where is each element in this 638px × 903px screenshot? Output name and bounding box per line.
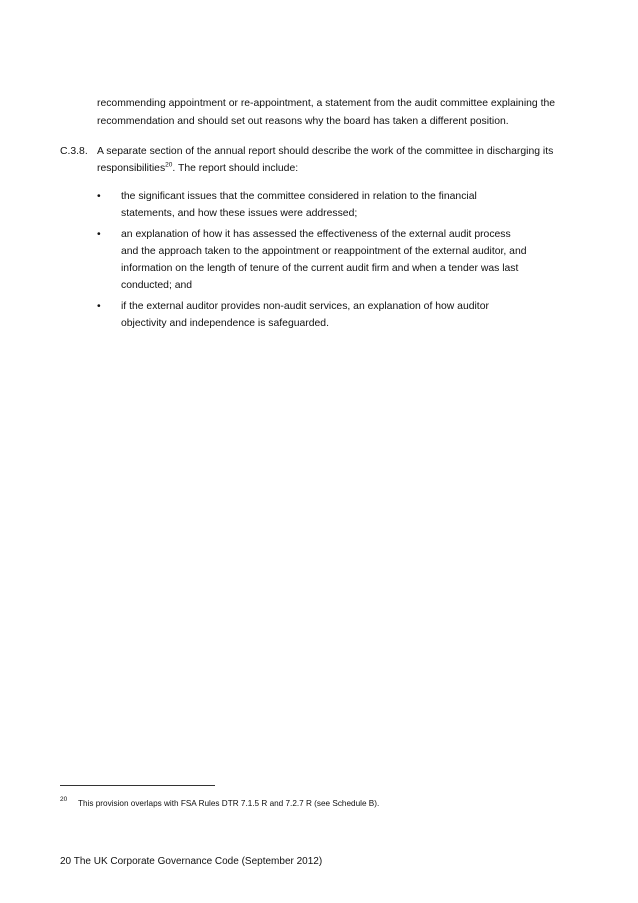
bullet-3-line-2: objectivity and independence is safeguarded. <box>121 318 329 329</box>
clause-number: C.3.8. <box>60 146 88 157</box>
bullet-symbol: • <box>97 229 101 240</box>
clause-line-2 <box>97 162 298 175</box>
footnote-text: This provision overlaps with FSA Rules DTR 7.1.5 R and 7.2.7 R (see Schedule B). <box>78 799 380 808</box>
page-footer: 20 The UK Corporate Governance Code (September 2012) <box>60 856 323 867</box>
continuation-line-1: recommending appointment or re-appointment, a statement from the audit committee explaining the <box>97 98 556 109</box>
continuation-line-2: recommendation and should set out reasons why the board has taken a different position. <box>97 116 509 127</box>
clause-line-2-rest: . The report should include: <box>172 163 299 174</box>
bullet-3-line-1: if the external auditor provides non-audit services, an explanation of how auditor <box>121 301 489 312</box>
bullet-2-line-3: information on the length of tenure of the current audit firm and when a tender was last <box>121 263 519 274</box>
bullet-symbol: • <box>97 301 101 312</box>
clause-line-2-text: responsibilities <box>97 163 166 174</box>
clause-line-1: A separate section of the annual report should describe the work of the committee in discharging its <box>97 146 554 157</box>
bullet-1-line-1: the significant issues that the committee considered in relation to the financial <box>121 191 477 202</box>
bullet-2-line-1: an explanation of how it has assessed the effectiveness of the external audit process <box>121 229 511 240</box>
bullet-2-line-4: conducted; and <box>121 280 193 291</box>
bullet-1-line-2: statements, and how these issues were addressed; <box>121 208 358 219</box>
footnote-reference: 20 <box>165 161 173 169</box>
footnote-divider <box>60 785 215 786</box>
bullet-symbol: • <box>97 191 101 202</box>
bullet-2-line-2: and the approach taken to the appointment or reappointment of the external auditor, and <box>121 246 527 257</box>
footnote-number: 20 <box>60 796 68 803</box>
